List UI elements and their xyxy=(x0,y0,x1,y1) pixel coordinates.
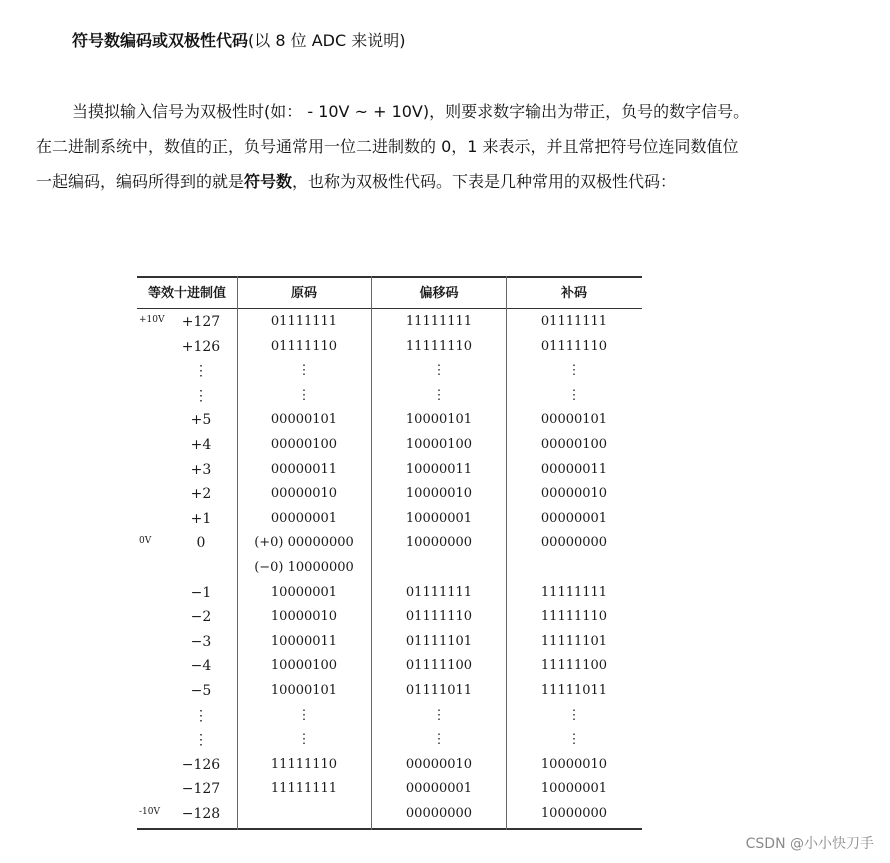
twos-complement-cell: 01111111 xyxy=(540,314,608,329)
sign-magnitude-cell: 00000101 xyxy=(270,412,338,428)
offset-binary-cell: 10000011 xyxy=(405,461,473,477)
offset-binary-cell: 10000100 xyxy=(405,437,473,452)
twos-complement-cell: 00000010 xyxy=(540,486,608,502)
heading-bold: 符号数编码或双极性代码 xyxy=(72,31,249,50)
section-heading xyxy=(72,28,405,51)
sign-magnitude-cell: 10000001 xyxy=(270,584,338,600)
offset-binary-cell: 11111111 xyxy=(405,314,473,329)
table-row xyxy=(137,728,642,752)
twos-complement-cell: 00000001 xyxy=(540,510,608,526)
twos-complement-cell: 00000000 xyxy=(540,535,608,551)
offset-binary-cell: ⋮ xyxy=(432,707,446,723)
offset-binary-cell: 00000001 xyxy=(405,781,473,797)
table-row xyxy=(137,458,642,482)
sign-magnitude-cell: 10000100 xyxy=(270,658,338,674)
decimal-value-cell: −5 xyxy=(190,683,212,699)
sign-magnitude-cell: ⋮ xyxy=(297,732,311,748)
decimal-value-cell: +4 xyxy=(190,437,212,453)
decimal-value-cell: −3 xyxy=(190,633,212,650)
table-row xyxy=(137,384,642,408)
twos-complement-cell: ⋮ xyxy=(567,387,581,403)
sign-magnitude-cell: 11111111 xyxy=(270,781,338,797)
table-row xyxy=(137,408,642,432)
sign-magnitude-cell: 11111110 xyxy=(270,756,338,772)
offset-binary-cell: 10000000 xyxy=(405,535,473,551)
decimal-value-cell: ⋮ xyxy=(194,387,208,404)
paragraph-text-2: ，也称为双极性代码。下表是几种常用的双极性代码： xyxy=(292,172,677,191)
sign-magnitude-cell: 00000100 xyxy=(270,437,338,452)
offset-binary-cell: ⋮ xyxy=(432,363,446,379)
sign-magnitude-cell: 10000101 xyxy=(270,683,338,698)
table-row xyxy=(137,753,642,777)
twos-complement-cell: 00000101 xyxy=(540,412,608,428)
sign-magnitude-cell: 01111110 xyxy=(270,338,338,354)
twos-complement-cell: 11111100 xyxy=(540,658,608,674)
decimal-value-cell: +5 xyxy=(190,412,212,429)
sign-magnitude-cell: ⋮ xyxy=(297,363,311,379)
decimal-value-cell: +127 xyxy=(181,314,221,330)
twos-complement-cell: 01111110 xyxy=(540,338,608,354)
offset-binary-cell: 01111111 xyxy=(405,584,473,600)
decimal-value-cell: −2 xyxy=(190,609,212,626)
offset-binary-cell: 01111110 xyxy=(405,609,473,625)
header-sign-magnitude: 原码 xyxy=(290,286,317,301)
bipolar-code-table xyxy=(137,276,642,830)
table-row xyxy=(137,777,642,801)
offset-binary-cell: 00000000 xyxy=(405,806,473,821)
table-row xyxy=(137,605,642,629)
twos-complement-cell: 10000010 xyxy=(540,756,608,772)
offset-binary-cell: ⋮ xyxy=(432,387,446,403)
twos-complement-cell: 10000001 xyxy=(540,781,608,797)
table-row xyxy=(137,310,642,334)
offset-binary-cell: 10000001 xyxy=(405,510,473,526)
header-twos-complement: 补码 xyxy=(560,286,587,301)
table-row xyxy=(137,679,642,703)
offset-binary-cell: 01111101 xyxy=(405,633,473,649)
table-top-rule xyxy=(137,276,642,278)
twos-complement-cell: ⋮ xyxy=(567,732,581,748)
decimal-value-cell: +1 xyxy=(190,510,212,527)
sign-magnitude-cell: (−0) 10000000 xyxy=(254,560,354,575)
twos-complement-cell: ⋮ xyxy=(567,363,581,379)
voltage-label: -10V xyxy=(139,807,160,817)
decimal-value-cell: −127 xyxy=(181,781,221,798)
decimal-value-cell: ⋮ xyxy=(194,363,208,380)
decimal-value-cell: +2 xyxy=(190,486,212,503)
offset-binary-cell: 11111110 xyxy=(405,338,473,354)
twos-complement-cell: 11111111 xyxy=(540,584,608,600)
decimal-value-cell: −126 xyxy=(181,756,221,773)
paragraph-text-1: 当摸拟输入信号为双极性时(如： - 10V ~ + 10V)，则要求数字输出为带正，负号的数字信号。在二进制系统中，数值的正，负号通常用一位二进制数的 0，1 来表示，并且常把符号位连同数值位一起编码，编码所得到的就是 xyxy=(36,102,750,191)
watermark: CSDN @小小快刀手 xyxy=(745,836,874,852)
decimal-value-cell: −1 xyxy=(190,584,212,601)
sign-magnitude-cell: ⋮ xyxy=(297,707,311,723)
twos-complement-cell: 00000011 xyxy=(540,461,608,477)
sign-magnitude-cell: 10000010 xyxy=(270,609,338,625)
twos-complement-cell: 11111011 xyxy=(540,683,608,698)
table-row xyxy=(137,802,642,826)
table-row xyxy=(137,507,642,531)
table-row xyxy=(137,630,642,654)
table-row xyxy=(137,704,642,728)
sign-magnitude-cell: ⋮ xyxy=(297,387,311,403)
table-row xyxy=(137,531,642,555)
table-row xyxy=(137,482,642,506)
sign-magnitude-cell: 00000011 xyxy=(270,461,338,477)
decimal-value-cell: −4 xyxy=(190,658,212,675)
twos-complement-cell: 10000000 xyxy=(540,806,608,821)
table-row xyxy=(137,581,642,605)
heading-note: (以 8 位 ADC 来说明) xyxy=(248,31,406,50)
header-offset-binary: 偏移码 xyxy=(419,286,459,301)
offset-binary-cell: 10000101 xyxy=(405,412,473,428)
twos-complement-cell: ⋮ xyxy=(567,707,581,723)
offset-binary-cell: 01111011 xyxy=(405,683,473,698)
sign-magnitude-cell: 00000001 xyxy=(270,510,338,526)
twos-complement-cell: 11111101 xyxy=(540,633,608,649)
table-row xyxy=(137,359,642,383)
voltage-label: +10V xyxy=(139,315,165,325)
decimal-value-cell: ⋮ xyxy=(194,732,208,749)
decimal-value-cell: +126 xyxy=(181,338,221,355)
table-row xyxy=(137,556,642,580)
sign-magnitude-cell: 01111111 xyxy=(270,314,338,329)
decimal-value-cell: 0 xyxy=(196,535,206,552)
table-row xyxy=(137,433,642,457)
offset-binary-cell: ⋮ xyxy=(432,732,446,748)
intro-paragraph xyxy=(36,94,752,199)
sign-magnitude-cell: 10000011 xyxy=(270,633,338,649)
offset-binary-cell: 00000010 xyxy=(405,756,473,772)
sign-magnitude-cell: 00000010 xyxy=(270,486,338,502)
twos-complement-cell: 11111110 xyxy=(540,609,608,625)
twos-complement-cell: 00000100 xyxy=(540,437,608,452)
paragraph-bold-term: 符号数 xyxy=(244,172,293,191)
offset-binary-cell: 10000010 xyxy=(405,486,473,502)
decimal-value-cell: +3 xyxy=(190,461,212,478)
header-decimal: 等效十进制值 xyxy=(147,286,226,301)
voltage-label: 0V xyxy=(139,536,152,547)
table-row xyxy=(137,654,642,678)
sign-magnitude-cell: (+0) 00000000 xyxy=(254,535,354,551)
decimal-value-cell: −128 xyxy=(181,806,221,822)
decimal-value-cell: ⋮ xyxy=(194,707,208,724)
table-row xyxy=(137,335,642,359)
table-header-rule xyxy=(137,308,642,309)
offset-binary-cell: 01111100 xyxy=(405,658,473,674)
table-bottom-rule xyxy=(137,828,642,830)
